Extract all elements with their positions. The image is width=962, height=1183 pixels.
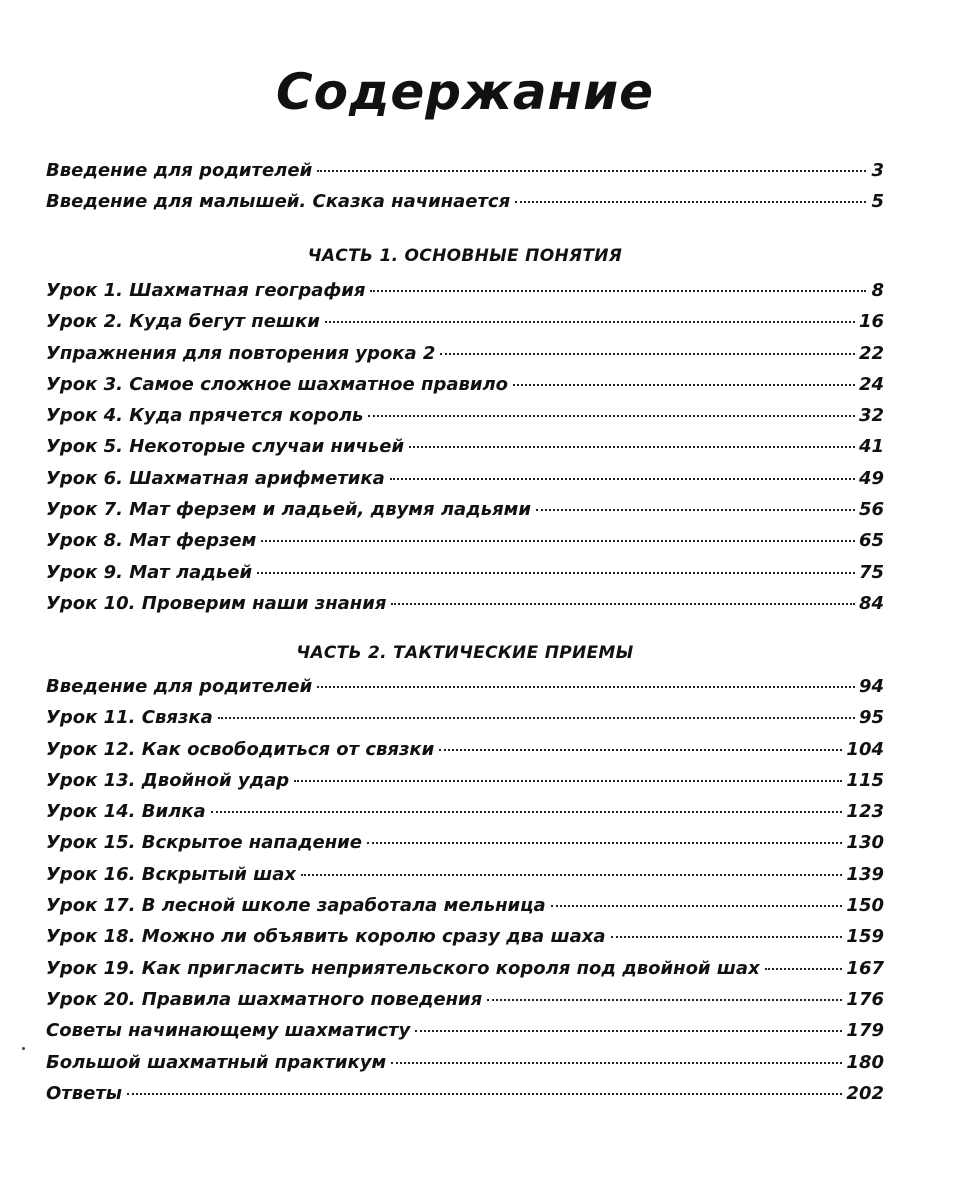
toc-entry xyxy=(46,1047,884,1078)
dot-leader xyxy=(536,509,855,511)
dot-leader xyxy=(391,603,855,605)
toc-entry-label: Урок 7. Мат ферзем и ладьей, двумя ладьями xyxy=(46,499,531,521)
toc-entry-page-number: 24 xyxy=(858,373,884,395)
section-heading-part2: ЧАСТЬ 2. ТАКТИЧЕСКИЕ ПРИЕМЫ xyxy=(296,643,634,663)
page-title: Содержание xyxy=(275,63,655,121)
toc-entry-label: Урок 3. Самое сложное шахматное правило xyxy=(46,373,509,395)
toc-entry-page-number: 179 xyxy=(846,1020,884,1042)
toc-entry xyxy=(46,890,884,921)
toc-entry-page-number: 84 xyxy=(858,592,884,614)
dot-leader xyxy=(218,717,855,719)
toc-entry-page-number: 176 xyxy=(846,988,884,1010)
dot-leader xyxy=(317,170,866,172)
dot-leader xyxy=(409,446,855,448)
toc-entry-page-number: 65 xyxy=(858,530,884,552)
toc-entry xyxy=(46,557,884,588)
dot-leader xyxy=(390,478,855,480)
toc-entry-label: Упражнения для повторения урока 2 xyxy=(46,342,436,364)
toc-entry-label: Урок 2. Куда бегут пешки xyxy=(46,311,320,333)
toc-entry-page-number: 41 xyxy=(858,436,884,458)
toc-intro-list xyxy=(46,155,884,218)
toc-entry-page-number: 123 xyxy=(846,801,884,823)
dot-leader xyxy=(487,999,842,1001)
dot-leader xyxy=(211,811,843,813)
dot-leader xyxy=(415,1030,842,1032)
toc-entry-page-number: 150 xyxy=(846,895,884,917)
toc-entry-page-number: 115 xyxy=(846,769,884,791)
toc-entry xyxy=(46,275,884,306)
toc-entry xyxy=(46,796,884,827)
section-heading-part1: ЧАСТЬ 1. ОСНОВНЫЕ ПОНЯТИЯ xyxy=(307,246,623,266)
dot-leader xyxy=(440,353,855,355)
toc-entry-page-number: 22 xyxy=(858,342,884,364)
toc-entry xyxy=(46,186,884,217)
toc-entry-page-number: 56 xyxy=(858,499,884,521)
toc-entry-page-number: 49 xyxy=(858,467,884,489)
toc-entry-label: Введение для малышей. Сказка начинается xyxy=(46,191,511,213)
toc-entry-label: Ответы xyxy=(46,1082,123,1104)
toc-entry-label: Урок 20. Правила шахматного поведения xyxy=(46,988,483,1010)
toc-entry-label: Введение для родителей xyxy=(46,676,313,697)
toc-entry-label: Урок 17. В лесной школе заработала мельница xyxy=(46,895,546,917)
toc-entry-page-number: 5 xyxy=(871,191,884,213)
toc-entry-label: Урок 16. Вскрытый шах xyxy=(46,863,296,885)
dot-leader xyxy=(439,749,842,751)
dot-leader xyxy=(368,415,855,417)
toc-entry-page-number: 75 xyxy=(858,561,884,583)
toc-entry-label: Урок 19. Как пригласить неприятельского короля под двойной шах xyxy=(46,957,760,979)
toc-entry-label: Урок 10. Проверим наши знания xyxy=(46,592,387,614)
toc-entry xyxy=(46,702,884,733)
toc-entry-label: Урок 18. Можно ли объявить королю сразу два шаха xyxy=(46,926,606,948)
toc-entry-page-number: 3 xyxy=(871,160,884,181)
dot-leader xyxy=(513,384,855,386)
toc-entry-page-number: 139 xyxy=(846,863,884,885)
dot-leader xyxy=(325,321,855,323)
toc-entry xyxy=(46,525,884,556)
toc-entry-page-number: 16 xyxy=(858,311,884,333)
toc-entry-label: Урок 14. Вилка xyxy=(46,801,206,823)
dot-leader xyxy=(551,905,843,907)
toc-entry-label: Урок 4. Куда прячется король xyxy=(46,405,364,427)
dot-leader xyxy=(370,290,866,292)
toc-entry-label: Урок 12. Как освободиться от связки xyxy=(46,738,435,760)
toc-entry-label: Урок 13. Двойной удар xyxy=(46,769,290,791)
toc-entry-page-number: 8 xyxy=(871,280,884,301)
toc-entry xyxy=(46,953,884,984)
toc-entry-page-number: 95 xyxy=(858,707,884,729)
toc-entry xyxy=(46,463,884,494)
toc-entry xyxy=(46,338,884,369)
toc-entry xyxy=(46,671,884,702)
toc-entry xyxy=(46,827,884,858)
toc-entry xyxy=(46,921,884,952)
dot-leader xyxy=(294,780,842,782)
toc-entry xyxy=(46,859,884,890)
toc-entry xyxy=(46,984,884,1015)
dot-leader xyxy=(257,572,855,574)
dot-leader xyxy=(127,1093,842,1095)
toc-entry-page-number: 167 xyxy=(846,957,884,979)
toc-entry-label: Урок 5. Некоторые случаи ничьей xyxy=(46,436,405,458)
scan-speck xyxy=(22,1047,25,1050)
dot-leader xyxy=(317,686,855,688)
toc-entry-label: Урок 8. Мат ферзем xyxy=(46,530,257,552)
toc-entry-label: Введение для родителей xyxy=(46,160,313,181)
toc-entry xyxy=(46,306,884,337)
dot-leader xyxy=(391,1062,842,1064)
toc-entry-page-number: 94 xyxy=(858,676,884,697)
dot-leader xyxy=(611,936,843,938)
toc-entry-label: Урок 15. Вскрытое нападение xyxy=(46,832,362,854)
dot-leader xyxy=(515,201,866,203)
toc-entry xyxy=(46,369,884,400)
toc-entry xyxy=(46,155,884,186)
dot-leader xyxy=(301,874,842,876)
toc-entry xyxy=(46,431,884,462)
toc-entry-page-number: 104 xyxy=(846,738,884,760)
toc-entry xyxy=(46,400,884,431)
toc-entry-page-number: 180 xyxy=(846,1051,884,1073)
toc-entry xyxy=(46,588,884,619)
toc-entry xyxy=(46,734,884,765)
dot-leader xyxy=(261,540,855,542)
dot-leader xyxy=(367,842,842,844)
toc-entry-page-number: 202 xyxy=(846,1082,884,1104)
toc-part1-list xyxy=(46,275,884,619)
toc-entry-page-number: 159 xyxy=(846,926,884,948)
toc-entry-label: Урок 6. Шахматная арифметика xyxy=(46,467,385,489)
toc-entry xyxy=(46,1078,884,1109)
toc-part2-list xyxy=(46,671,884,1109)
toc-entry-label: Большой шахматный практикум xyxy=(46,1051,387,1073)
toc-entry-label: Урок 1. Шахматная география xyxy=(46,280,366,301)
toc-entry-label: Советы начинающему шахматисту xyxy=(46,1020,411,1042)
toc-entry-label: Урок 9. Мат ладьей xyxy=(46,561,253,583)
toc-entry xyxy=(46,494,884,525)
dot-leader xyxy=(765,968,843,970)
toc-entry-label: Урок 11. Связка xyxy=(46,707,213,729)
toc-entry-page-number: 130 xyxy=(846,832,884,854)
toc-entry-page-number: 32 xyxy=(858,405,884,427)
toc-entry xyxy=(46,765,884,796)
toc-entry xyxy=(46,1015,884,1046)
